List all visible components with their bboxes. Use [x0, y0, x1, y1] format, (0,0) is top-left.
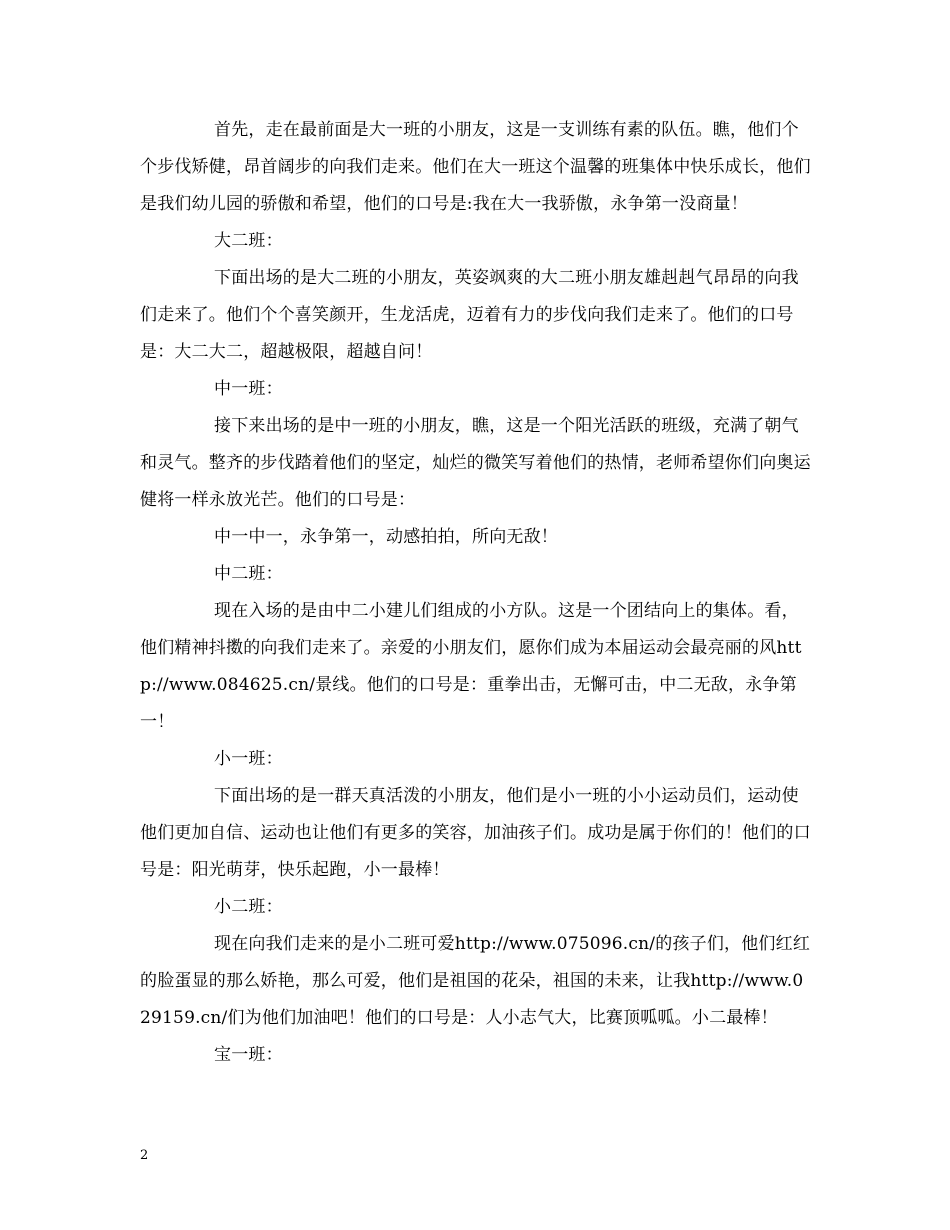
- heading-xiao-yi-ban: 小一班：: [214, 749, 283, 769]
- heading-da-er-ban: 大二班：: [214, 231, 283, 251]
- heading-zhong-er-ban: 中二班：: [214, 564, 283, 584]
- heading-xiao-er-ban: 小二班：: [214, 897, 283, 917]
- paragraph-da-yi-ban: 首先，走在最前面是大一班的小朋友，这是一支训练有素的队伍。瞧，他们个个步伐矫健，昂首阔步的向我们走来。他们在大一班这个温馨的班集体中快乐成长，他们是我们幼儿园的骄傲和希望，他们的口号是:我在大一我骄傲，永争第一没商量！: [140, 120, 811, 214]
- paragraph-zhong-er-ban: 现在入场的是由中二小建儿们组成的小方队。这是一个团结向上的集体。看，他们精神抖擞的向我们走来了。亲爱的小朋友们，愿你们成为本届运动会最亮丽的风http://www.084625.cn/景线。他们的口号是：重拳出击，无懈可击，中二无敌，永争第一！: [140, 601, 802, 732]
- heading-bao-yi-ban: 宝一班：: [214, 1045, 283, 1065]
- paragraph-xiao-er-ban: 现在向我们走来的是小二班可爱http://www.075096.cn/的孩子们，他们红红的脸蛋显的那么娇艳，那么可爱，他们是祖国的花朵，祖国的未来，让我http://www.029159.cn/们为他们加油吧！他们的口号是：人小志气大，比赛顶呱呱。小二最棒！: [140, 934, 811, 1028]
- heading-zhong-yi-ban: 中一班：: [214, 379, 283, 399]
- slogan-zhong-yi-ban: 中一中一，永争第一，动感拍拍，所向无敌！: [214, 527, 558, 547]
- paragraph-da-er-ban: 下面出场的是大二班的小朋友，英姿飒爽的大二班小朋友雄赳赳气昂昂的向我们走来了。他们个个喜笑颜开，生龙活虎，迈着有力的步伐向我们走来了。他们的口号是：大二大二，超越极限，超越自问！: [140, 268, 799, 362]
- paragraph-zhong-yi-ban: 接下来出场的是中一班的小朋友，瞧，这是一个阳光活跃的班级，充满了朝气和灵气。整齐的步伐踏着他们的坚定，灿烂的微笑写着他们的热情，老师希望你们向奥运健将一样永放光芒。他们的口号是：: [140, 416, 811, 510]
- document-body: [140, 112, 812, 1074]
- page-number: 2: [140, 1148, 149, 1163]
- paragraph-xiao-yi-ban: 下面出场的是一群天真活泼的小朋友，他们是小一班的小小运动员们，运动使他们更加自信、运动也让他们有更多的笑容，加油孩子们。成功是属于你们的！他们的口号是：阳光萌芽，快乐起跑，小一最棒！: [140, 786, 811, 880]
